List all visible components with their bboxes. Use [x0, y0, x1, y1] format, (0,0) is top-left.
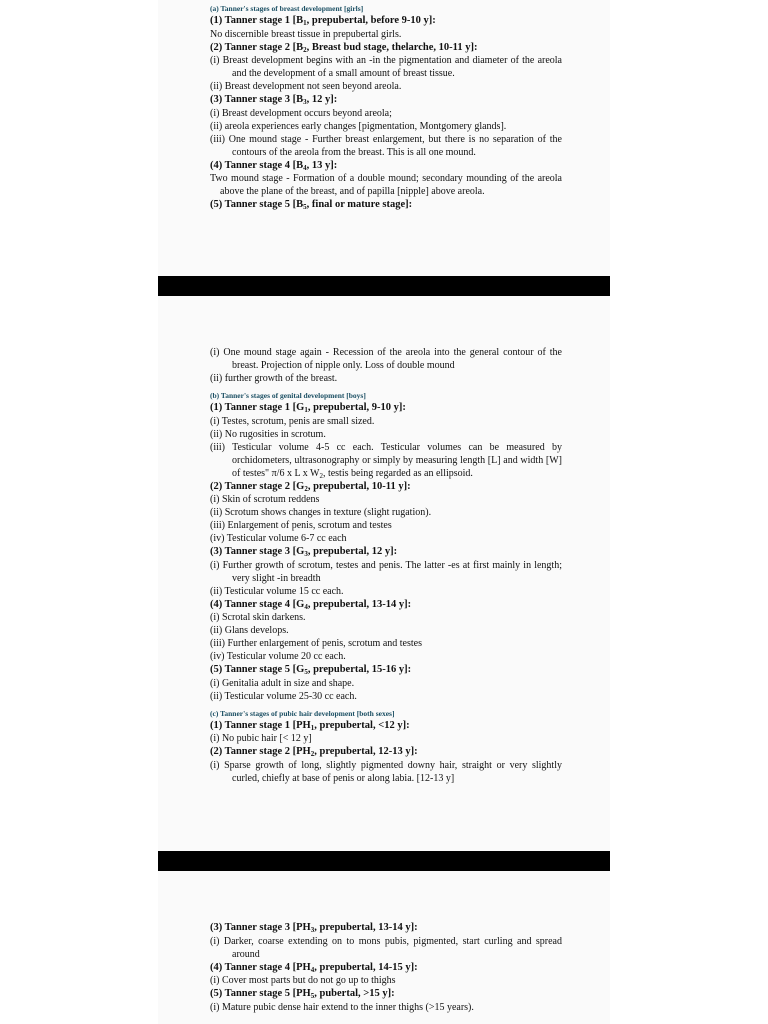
stage-item: (i) Cover most parts but do not go up to thighs	[210, 975, 396, 986]
stage-heading-b4: (4) Tanner stage 4 [$B_4$, 13 y]:	[210, 159, 338, 172]
stage-heading-g3: (3) Tanner stage 3 [$G_3$, prepubertal, 12 y]:	[210, 546, 398, 558]
stage-heading-b3: (3) Tanner stage 3 [$B_3$, 12 y]:	[210, 94, 338, 106]
stage-item: (i) Scrotal skin darkens.	[210, 612, 306, 623]
stage-item: (i) Breast development begins with an -in the pigmentation and diameter of the areola and the development of a small amount of breast tissue.	[210, 55, 562, 79]
stage-heading-ph4: (4) Tanner stage 4 [$PH_4$, prepubertal, 14-15 y]:	[210, 961, 418, 974]
stage-heading-b1: (1) Tanner stage 1 [$B_1$, prepubertal, before 9-10 y]:	[210, 15, 436, 27]
stage-item: (i) Mature pubic dense hair extend to the inner thighs (>15 years).	[210, 1001, 474, 1013]
page-3-content	[210, 921, 562, 1014]
stage-heading-g2: (2) Tanner stage 2 [$G_2$, prepubertal, 10-11 y]:	[210, 480, 411, 493]
stage-item: (i) No pubic hair [< 12 y]	[210, 733, 312, 744]
section-heading-genital: (b) Tanner's stages of genital development [boys]	[210, 391, 366, 400]
stage-heading-b5: (5) Tanner stage 5 [$B_5$, final or mature stage]:	[210, 199, 413, 211]
stage-heading-g1: (1) Tanner stage 1 [$G_1$, prepubertal, 9-10 y]:	[210, 402, 406, 414]
stage-item: (i) Sparse growth of long, slightly pigmented downy hair, straight or very slightly curled, chiefly at base of penis or along labia. [12-13 y]	[210, 759, 562, 784]
stage-item: (iii) Further enlargement of penis, scrotum and testes	[210, 638, 422, 649]
page-2	[158, 296, 610, 851]
stage-item: (i) Testes, scrotum, penis are small sized.	[210, 415, 375, 427]
stage-item: (ii) No rugosities in scrotum.	[210, 428, 326, 440]
page-2-content	[210, 346, 562, 785]
stage-item: (ii) Testicular volume 15 cc each.	[210, 585, 344, 597]
stage-heading-ph1: (1) Tanner stage 1 [$PH_1$, prepubertal, <12 y]:	[210, 719, 410, 732]
stage-item: (i) Darker, coarse extending on to mons pubis, pigmented, start curling and spread around	[210, 935, 562, 960]
stage-item: (iii) Enlargement of penis, scrotum and testes	[210, 520, 392, 531]
page-1-content	[210, 4, 562, 212]
page-3	[158, 871, 610, 1024]
stage-item: (iv) Testicular volume 6-7 cc each	[210, 533, 347, 544]
stage-item: (iii) One mound stage - Further breast enlargement, but there is no separation of the contours of the areola from the breast. This is all one mound.	[210, 133, 562, 158]
stage-heading-ph5: (5) Tanner stage 5 [$PH_5$, pubertal, >15 y]:	[210, 988, 395, 1000]
stage-heading-ph2: (2) Tanner stage 2 [$PH_2$, prepubertal, 12-13 y]:	[210, 746, 418, 758]
stage-item: (ii) Testicular volume 25-30 cc each.	[210, 690, 357, 702]
page-separator	[158, 851, 610, 871]
stage-item: (ii) Breast development not seen beyond areola.	[210, 81, 402, 92]
stage-item: (i) Genitalia adult in size and shape.	[210, 677, 355, 689]
stage-text: No discernible breast tissue in prepubertal girls.	[210, 28, 402, 40]
stage-heading-ph3: (3) Tanner stage 3 [$PH_3$, prepubertal, 13-14 y]:	[210, 922, 418, 934]
section-heading-breast: (a) Tanner's stages of breast development [girls]	[210, 4, 364, 13]
stage-item: (ii) further growth of the breast.	[210, 373, 338, 384]
stage-heading-b2: (2) Tanner stage 2 [$B_2$, Breast bud stage, thelarche, 10-11 y]:	[210, 41, 478, 54]
stage-item: (ii) Glans develops.	[210, 625, 289, 636]
stage-item: (iv) Testicular volume 20 cc each.	[210, 651, 346, 662]
stage-item: (iii) Testicular volume 4-5 cc each. Testicular volumes can be measured by orchidometers, ultrasonography or simply by measuring length [L] and width [W] of testes" π/6 x L x $W_2$, testis being regarded as an ellipsoid.	[210, 441, 562, 480]
stage-item: (i) Breast development occurs beyond areola;	[210, 107, 392, 119]
stage-item: (i) Further growth of scrotum, testes and penis. The latter -es at first mainly in length; very slight -in breadth	[210, 559, 562, 584]
section-heading-pubic-hair: (c) Tanner's stages of pubic hair development [both sexes]	[210, 708, 395, 718]
page-1	[158, 0, 610, 276]
stage-item: (i) One mound stage again - Recession of the areola into the general contour of the breast. Projection of nipple only. Loss of double mound	[210, 347, 562, 371]
stage-item: (i) Skin of scrotum reddens	[210, 494, 320, 505]
stage-item: (ii) Scrotum shows changes in texture (slight rugation).	[210, 507, 432, 518]
page-separator	[158, 276, 610, 296]
stage-text: Two mound stage - Formation of a double mound; secondary mounding of the areola above the plane of the breast, and of papilla [nipple] above areola.	[210, 173, 562, 197]
stage-item: (ii) areola experiences early changes [pigmentation, Montgomery glands].	[210, 120, 507, 132]
stage-heading-g4: (4) Tanner stage 4 [$G_4$, prepubertal, 13-14 y]:	[210, 598, 412, 611]
stage-heading-g5: (5) Tanner stage 5 [$G_5$, prepubertal, 15-16 y]:	[210, 664, 412, 676]
